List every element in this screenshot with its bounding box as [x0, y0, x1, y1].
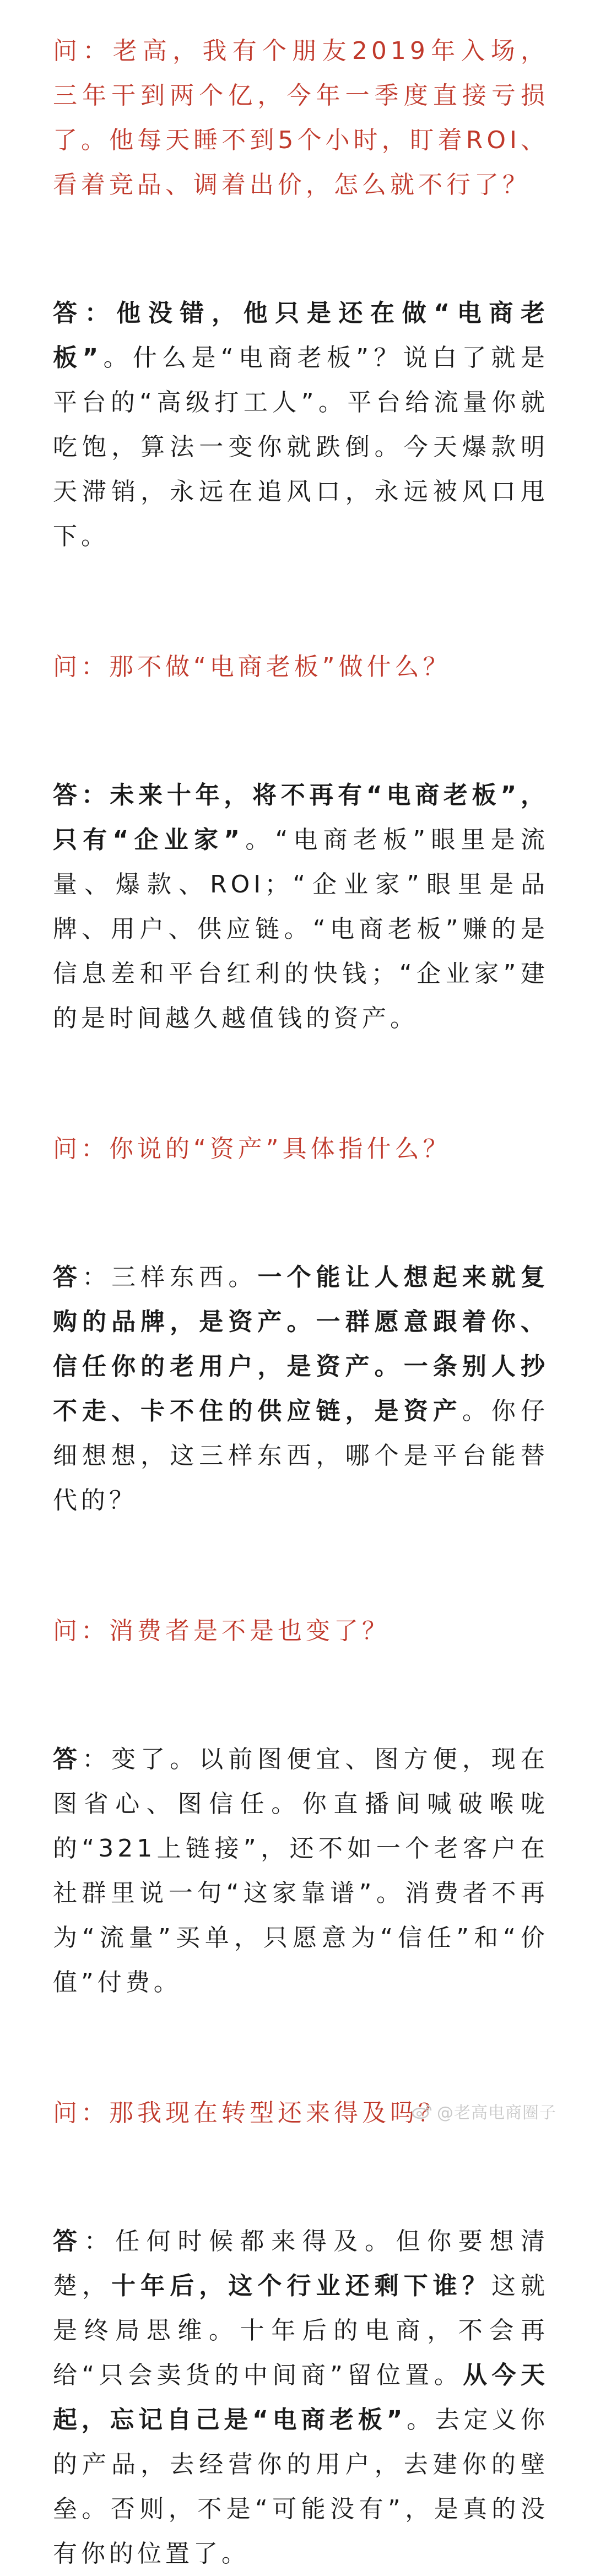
- answer-bold-text: 答: [53, 1263, 83, 1291]
- spacer: [53, 1653, 549, 1737]
- answer-text: 。去定义你的产品，去经营你的用户，去建你的壁垒。否则，不是“可能没有”，是真的没有你的位置了。: [53, 2406, 549, 2568]
- spacer: [53, 2005, 549, 2091]
- weibo-icon: [412, 2103, 432, 2119]
- answer-4: [53, 1737, 549, 2005]
- answer-bold-text: 十年后，这个行业还剩下谁？: [111, 2272, 491, 2300]
- question-text: 老高，我有个朋友2019年入场，三年干到两个亿，今年一季度直接亏损了。他每天睡不到5个小时，盯着ROI、看着竞品、调着出价，怎么就不行了？: [53, 37, 549, 199]
- answer-text: 这就是终局思维。十年后的电商，不会再给“只会卖货的中间商”留位置。: [53, 2272, 549, 2389]
- spacer: [53, 1041, 549, 1127]
- question-text: 那我现在转型还来得及吗？: [109, 2099, 446, 2127]
- article-body: [53, 29, 549, 2576]
- answer-text: ：三样东西。: [82, 1263, 258, 1291]
- spacer: [53, 2135, 549, 2219]
- answer-bold-text: 答：未来十年，将不再有“电商老板”，只有“企业家”: [53, 781, 549, 854]
- question-1: [53, 29, 549, 207]
- answer-bold-text: 答: [53, 1745, 83, 1773]
- question-prefix: 问：: [53, 37, 113, 65]
- answer-text: 。“电商老板”眼里是流量、爆款、ROI；“企业家”眼里是品牌、用户、供应链。“电商老板”赚的是信息差和平台红利的快钱；“企业家”建的是时间越久越值钱的资产。: [53, 826, 549, 1032]
- answer-5: [53, 2219, 549, 2576]
- question-prefix: 问：: [53, 653, 109, 681]
- question-text: 那不做“电商老板”做什么？: [109, 653, 451, 681]
- question-text: 消费者是不是也变了？: [109, 1617, 390, 1645]
- spacer: [53, 689, 549, 773]
- spacer: [53, 1523, 549, 1609]
- answer-bold-text: 从今天起，忘记自己是“电商老板”: [53, 2361, 549, 2434]
- question-4: [53, 1609, 549, 1653]
- question-prefix: 问：: [53, 1135, 109, 1163]
- spacer: [53, 559, 549, 645]
- spacer: [53, 1171, 549, 1255]
- watermark-text: @老高电商圈子: [437, 2103, 556, 2123]
- answer-text: ：变了。以前图便宜、图方便，现在图省心、图信任。你直播间喊破喉咙的“321上链接”，还不如一个老客户在社群里说一句“这家靠谱”。消费者不再为“流量”买单，只愿意为“信任”和“价值”付费。: [53, 1745, 549, 1996]
- question-text: 你说的“资产”具体指什么？: [109, 1135, 451, 1163]
- answer-bold-text: 一个能让人想起来就复购的品牌，是资产。一群愿意跟着你、信任你的老用户，是资产。一条别人抄不走、卡不住的供应链，是资产: [53, 1263, 549, 1425]
- answer-2: [53, 773, 549, 1041]
- weibo-watermark: [412, 2099, 556, 2123]
- answer-text: 。什么是“电商老板”？说白了就是平台的“高级打工人”。平台给流量你就吃饱，算法一变你就跌倒。今天爆款明天滞销，永远在追风口，永远被风口甩下。: [53, 344, 549, 550]
- question-3: [53, 1127, 549, 1171]
- answer-1: [53, 291, 549, 559]
- answer-text: ：任何时候都来得及。但你要想清楚，: [53, 2227, 549, 2300]
- question-prefix: 问：: [53, 1617, 109, 1645]
- answer-3: [53, 1255, 549, 1523]
- answer-text: 。你仔细想想，这三样东西，哪个是平台能替代的？: [53, 1397, 549, 1514]
- answer-bold-text: 答：他没错，他只是还在做“电商老板”: [53, 299, 549, 372]
- spacer: [53, 207, 549, 291]
- question-prefix: 问：: [53, 2099, 109, 2127]
- question-2: [53, 645, 549, 689]
- answer-bold-text: 答: [53, 2227, 84, 2255]
